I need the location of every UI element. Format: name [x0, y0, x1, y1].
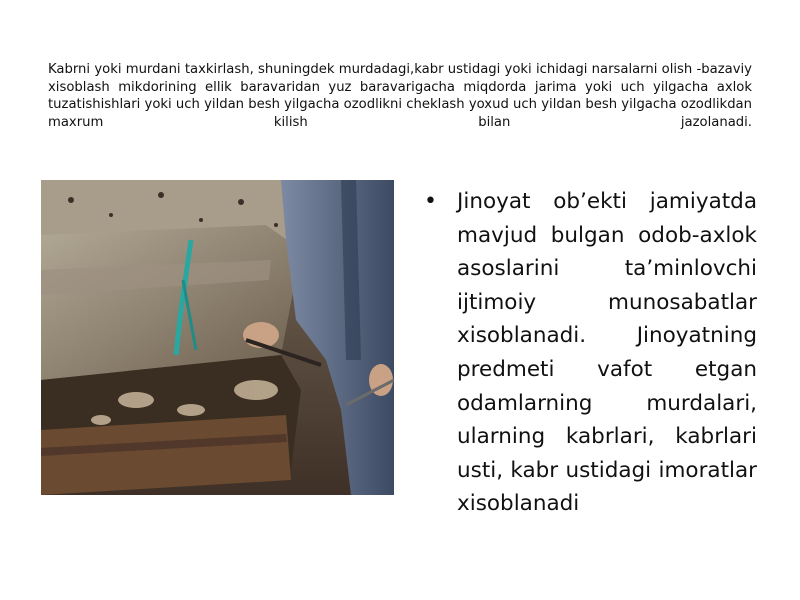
- bullet-symbol: •: [424, 189, 437, 214]
- bullet-item: [424, 185, 757, 521]
- top-paragraph: Kabrni yoki murdani taxkirlash, shuningdek murdadagi,kabr ustidagi yoki ichidagi narsalarni olish -bazaviy xisoblash mikdorining ellik baravaridan yuz baravarigacha miqdorda jarima yoki uch yilgacha axlok tuzatishishlari yoki uch yildan besh yilgacha ozodlikni cheklash yoxud uch yildan besh yilgacha ozodlikdan maxrum kilish bilan jazolanadi.: [48, 62, 752, 130]
- grave-photo: [41, 180, 394, 495]
- bullet-text: Jinoyat ob’ekti jamiyatda mavjud bulgan odob-axlok asoslarini ta’minlovchi ijtimoiy munosabatlar xisoblanadi. Jinoyatning predmeti vafot etgan odamlarning murdalari, ularning kabrlari, kabrlari usti, kabr ustidagi imoratlar xisoblanadi: [457, 189, 757, 517]
- photo-illustration: [41, 180, 394, 495]
